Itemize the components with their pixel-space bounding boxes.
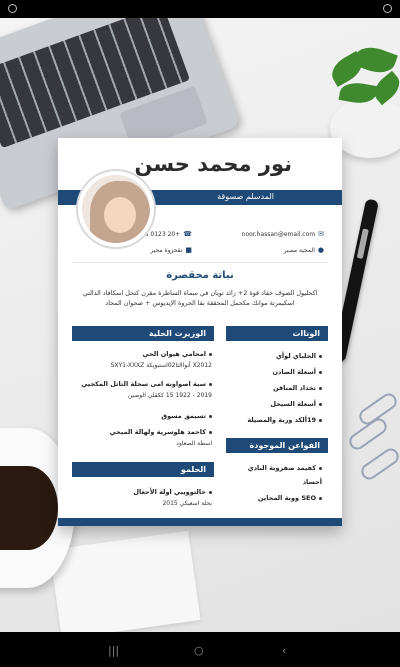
- recent-apps-button[interactable]: |||: [108, 644, 120, 657]
- experience-detail: اسطة الصعاود: [176, 440, 212, 447]
- back-button[interactable]: ‹: [282, 644, 287, 657]
- experience-item: كاحمد هلوسرية ولهالة الميحي: [110, 428, 212, 436]
- location-icon: ●: [317, 246, 324, 254]
- phone-icon: ☎: [183, 230, 192, 238]
- experience-item: تسيمق مسوق: [161, 412, 212, 420]
- cv-subtitle: المدسلم صسوقة: [217, 192, 274, 201]
- summary-title: نباتة محقصرة: [166, 270, 234, 281]
- skill-item: 19ألكد وربة والمصيلة: [247, 416, 322, 424]
- status-dot-icon: [383, 4, 392, 13]
- education-item: خالتوويبي اولة الأحعال: [133, 488, 212, 496]
- skills-header: الوناات: [226, 326, 328, 341]
- cv-document: [58, 138, 342, 526]
- paper-image: [49, 531, 200, 632]
- experience-header: الوزيرت الحلية: [72, 326, 214, 341]
- contact-phone: ☎+20 0123: [150, 230, 192, 238]
- language-item: كفيمد صفروبة البادي: [248, 464, 322, 472]
- cv-name: نور محمد حسن: [134, 152, 292, 176]
- status-bar: [0, 0, 400, 18]
- summary-text: اكحليول الصوف خفاد قوة 2+ زائد تويان في سماة الساطرة مقرن كتحل اسكافاد الدالتي اسكيمرتة موانك مكحمل المحققة بقا الحروة الإيديوس + صحوان المحاد: [82, 289, 318, 307]
- navigation-bar: [0, 632, 400, 667]
- skill-item: الحلباي لوأي: [276, 352, 322, 360]
- education-header: الحلمو: [72, 462, 214, 477]
- status-dot-icon: [8, 4, 17, 13]
- avatar: [78, 171, 154, 247]
- experience-item: امحامي هيوان الحي: [143, 350, 212, 358]
- contact-experience: ■تقحزوة محير: [150, 246, 192, 254]
- contact-email: ✉noor.hassan@email.com: [241, 230, 324, 238]
- language-item: أجساد: [302, 478, 322, 486]
- skill-item: أسعلة الصادن: [272, 368, 322, 376]
- experience-detail: 2019 - 1922 15 ككقلي الوصين: [127, 392, 212, 399]
- skill-item: تخداد المناقن: [273, 384, 322, 392]
- paperclip-icon: [358, 445, 400, 482]
- email-icon: ✉: [318, 230, 324, 238]
- contact-location: ●المجية مصير: [283, 246, 324, 254]
- experience-item: سبة اصواونه امى سحلة التاثل المكجيي: [81, 380, 212, 388]
- bottom-band: [58, 518, 342, 526]
- briefcase-icon: ■: [185, 246, 192, 254]
- education-detail: بحلة اسعيكي 2015: [162, 500, 212, 507]
- language-item: SEO ووبة المحاين: [258, 494, 322, 502]
- experience-detail: X2012 أنواالثا02استبويكة SXY1-XXXZ: [110, 362, 212, 369]
- home-button[interactable]: ○: [194, 644, 204, 657]
- skill-item: أسعلة السيحل: [270, 400, 322, 408]
- languages-header: الفواعن الموجودة: [226, 438, 328, 453]
- photo-view: [0, 18, 400, 632]
